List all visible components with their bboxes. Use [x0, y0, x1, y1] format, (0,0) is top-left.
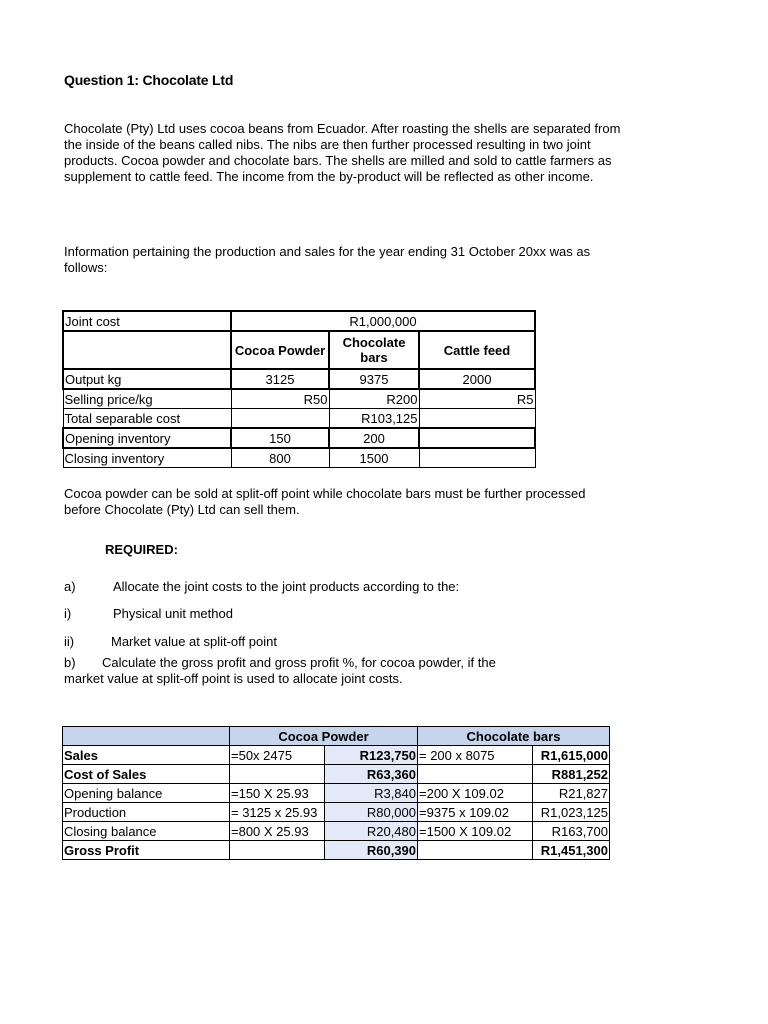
cocoa-value: R80,000	[325, 803, 418, 822]
choc-calc: =200 X 109.02	[418, 784, 533, 803]
header-chocolate-bars: Chocolate bars	[329, 331, 419, 369]
choc-value: R21,827	[533, 784, 610, 803]
item-label: a)	[64, 579, 76, 594]
row-label: Gross Profit	[63, 841, 230, 860]
table-row	[63, 369, 535, 389]
row-label: Total separable cost	[63, 409, 231, 429]
table-row	[63, 428, 535, 448]
choc-calc	[418, 765, 533, 784]
item-text: Calculate the gross profit and gross profit %, for cocoa powder, if the	[102, 655, 496, 670]
choc-calc	[418, 841, 533, 860]
table-row	[63, 784, 610, 803]
table-row	[63, 765, 610, 784]
split-off-paragraph: Cocoa powder can be sold at split-off point while chocolate bars must be further processed before Chocolate (Pty) Ltd can sell them.	[64, 486, 586, 517]
cell-chocolate: 1500	[329, 448, 419, 468]
table-row	[63, 746, 610, 765]
header-blank	[63, 331, 231, 369]
item-text: Physical unit method	[113, 606, 233, 621]
choc-calc: =1500 X 109.02	[418, 822, 533, 841]
row-label: Production	[63, 803, 230, 822]
joint-cost-value: R1,000,000	[231, 311, 535, 331]
cell-cocoa: 150	[231, 428, 329, 448]
cell-chocolate: 9375	[329, 369, 419, 389]
info-paragraph: Information pertaining the production and sales for the year ending 31 October 20xx was as follows:	[64, 244, 591, 275]
row-label: Closing inventory	[63, 448, 231, 468]
required-item-i	[0, 606, 768, 624]
cell-cocoa: 800	[231, 448, 329, 468]
cocoa-value: R3,840	[325, 784, 418, 803]
required-heading: REQUIRED:	[105, 542, 178, 557]
choc-value: R1,023,125	[533, 803, 610, 822]
header-blank	[63, 727, 230, 746]
choc-calc: =9375 x 109.02	[418, 803, 533, 822]
header-cocoa-powder: Cocoa Powder	[230, 727, 418, 746]
row-label: Opening inventory	[63, 428, 231, 448]
table-row	[63, 448, 535, 468]
joint-cost-label: Joint cost	[63, 311, 231, 331]
cell-feed	[419, 409, 535, 429]
cocoa-calc	[230, 765, 325, 784]
item-text: Allocate the joint costs to the joint products according to the:	[113, 579, 460, 594]
cell-feed	[419, 448, 535, 468]
table-row	[63, 389, 535, 409]
choc-value: R881,252	[533, 765, 610, 784]
item-label: i)	[64, 606, 72, 621]
cocoa-calc	[230, 841, 325, 860]
item-label: b)	[64, 655, 76, 670]
header-chocolate-bars: Chocolate bars	[418, 727, 610, 746]
item-label: ii)	[64, 634, 75, 649]
cell-feed: 2000	[419, 369, 535, 389]
cocoa-calc: =800 X 25.93	[230, 822, 325, 841]
cell-feed	[419, 428, 535, 448]
header-cattle-feed: Cattle feed	[419, 331, 535, 369]
choc-value: R1,615,000	[533, 746, 610, 765]
cocoa-value: R63,360	[325, 765, 418, 784]
row-label: Opening balance	[63, 784, 230, 803]
cell-feed: R5	[419, 389, 535, 409]
choc-value: R1,451,300	[533, 841, 610, 860]
cocoa-calc: =150 X 25.93	[230, 784, 325, 803]
cell-chocolate: R103,125	[329, 409, 419, 429]
cocoa-value: R20,480	[325, 822, 418, 841]
intro-paragraph: Chocolate (Pty) Ltd uses cocoa beans from Ecuador. After roasting the shells are separated from the inside of the beans called nibs. The nibs are then further processed resulting in two joint products. Cocoa powder and chocolate bars. The shells are milled and sold to cattle farmers as supplement to cattle feed. The income from the by-product will be reflected as other income.	[64, 121, 621, 184]
table-row	[63, 822, 610, 841]
cell-chocolate: R200	[329, 389, 419, 409]
choc-value: R163,700	[533, 822, 610, 841]
required-item-b-cont: market value at split-off point is used to allocate joint costs.	[64, 671, 403, 686]
item-text: Market value at split-off point	[111, 634, 277, 649]
cocoa-value: R60,390	[325, 841, 418, 860]
required-item-ii	[0, 634, 768, 652]
table-row	[63, 841, 610, 860]
table-row	[63, 803, 610, 822]
row-label: Output kg	[63, 369, 231, 389]
cell-cocoa: R50	[231, 389, 329, 409]
production-sales-table	[62, 310, 536, 468]
table-row	[63, 409, 535, 429]
cell-cocoa: 3125	[231, 369, 329, 389]
required-item-a	[0, 579, 768, 597]
cell-cocoa	[231, 409, 329, 429]
gross-profit-table	[62, 726, 610, 860]
row-label: Cost of Sales	[63, 765, 230, 784]
row-label: Selling price/kg	[63, 389, 231, 409]
cocoa-calc: =50x 2475	[230, 746, 325, 765]
cell-chocolate: 200	[329, 428, 419, 448]
row-label: Closing balance	[63, 822, 230, 841]
row-label: Sales	[63, 746, 230, 765]
choc-calc: = 200 x 8075	[418, 746, 533, 765]
cocoa-value: R123,750	[325, 746, 418, 765]
header-cocoa-powder: Cocoa Powder	[231, 331, 329, 369]
question-title: Question 1: Chocolate Ltd	[64, 72, 234, 88]
cocoa-calc: = 3125 x 25.93	[230, 803, 325, 822]
